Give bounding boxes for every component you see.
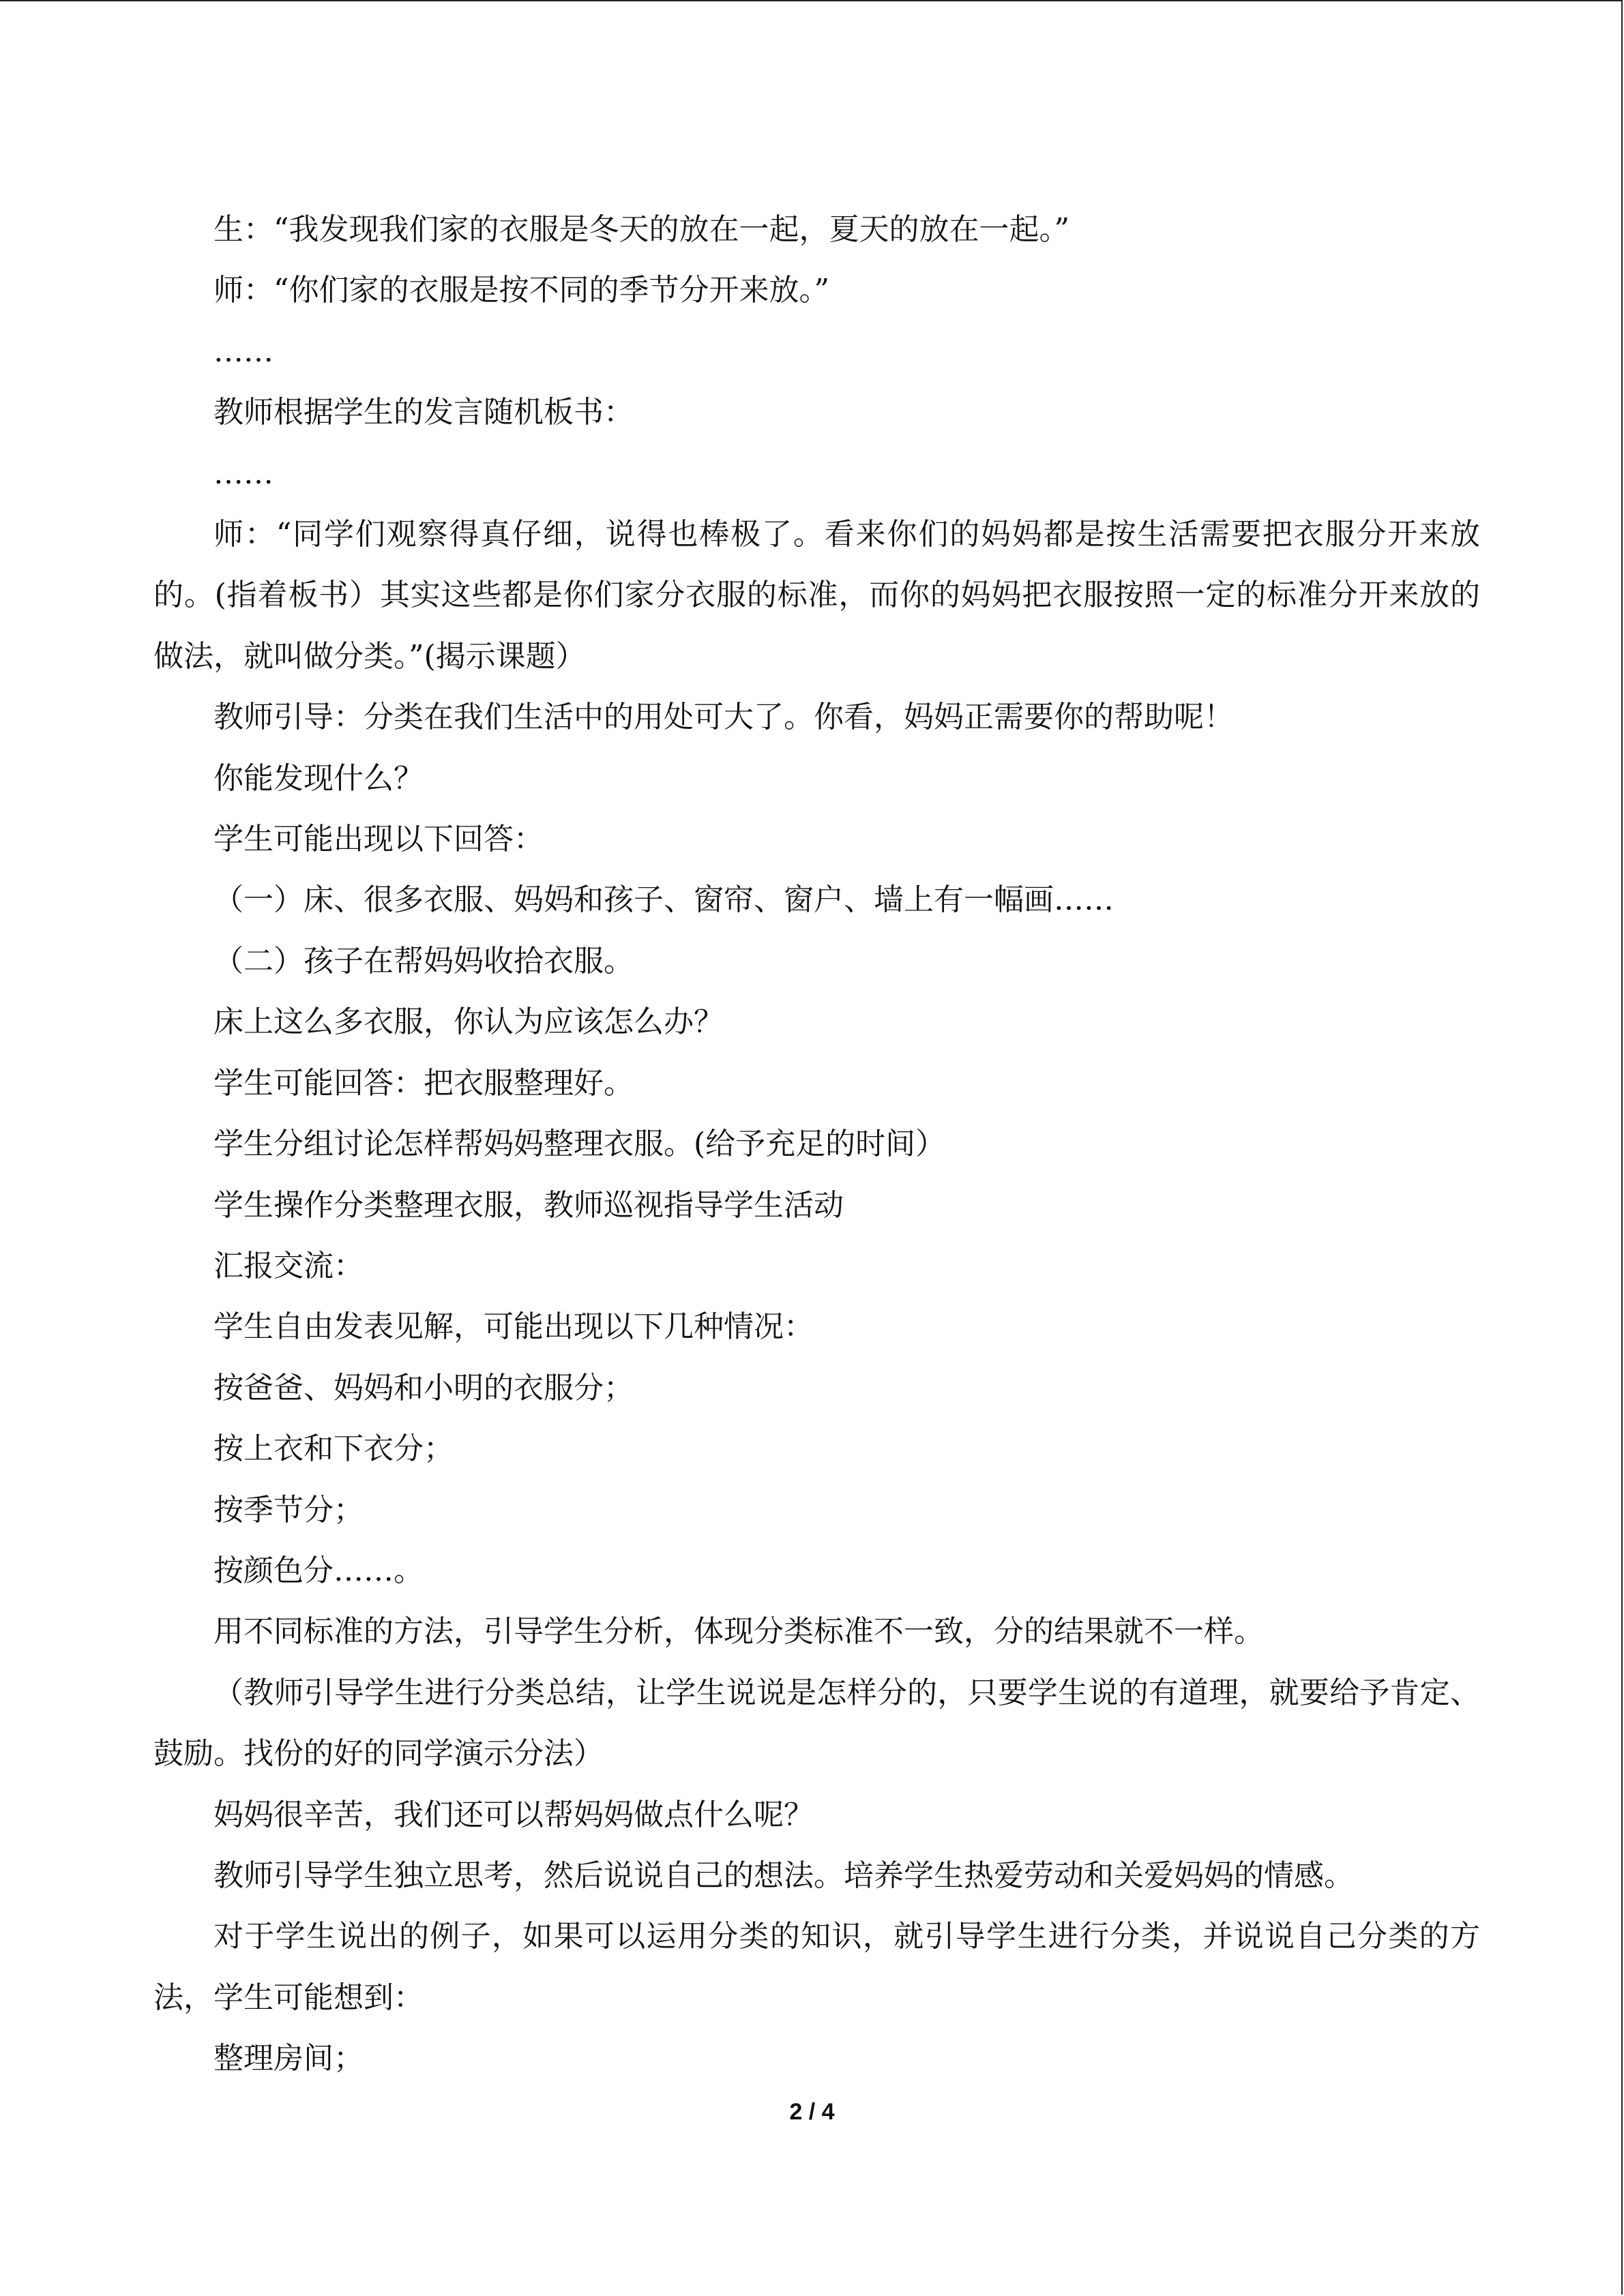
paragraph-different-standards: 用不同标准的方法，引导学生分析，体现分类标准不一致，分的结果就不一样。	[213, 1614, 1264, 1650]
paragraph-by-color: 按颜色分……。	[213, 1553, 424, 1588]
paragraph-by-top-bottom: 按上衣和下衣分；	[213, 1431, 454, 1467]
paragraph-ellipsis-2: ……	[213, 456, 274, 491]
paragraph-teacher-season: 师：“你们家的衣服是按不同的季节分开来放。”	[213, 273, 829, 308]
paragraph-teacher-classification-intro: 师：“同学们观察得真仔细，说得也棒极了。看来你们的妈妈都是按生活需要把衣服分开来放的。(指着板书）其实这些都是你们家分衣服的标准，而你的妈妈把衣服按照一定的标准分开来放的做法，就叫做分类。”(揭示课题）	[153, 517, 1480, 674]
document-body	[153, 199, 1480, 2089]
page-number: 2 / 4	[789, 2099, 835, 2125]
paragraph-answer-two: （二）孩子在帮妈妈收拾衣服。	[213, 943, 634, 979]
paragraph-question-discover: 你能发现什么？	[213, 760, 424, 796]
paragraph-student-operation: 学生操作分类整理衣服，教师巡视指导学生活动	[213, 1187, 844, 1223]
paragraph-group-discussion: 学生分组讨论怎样帮妈妈整理衣服。(给予充足的时间）	[213, 1127, 946, 1162]
paragraph-independent-thinking: 教师引导学生独立思考，然后说说自己的想法。培养学生热爱劳动和关爱妈妈的情感。	[213, 1858, 1354, 1893]
paragraph-tidy-room: 整理房间；	[213, 2041, 364, 2076]
paragraph-question-what-to-do: 床上这么多衣服，你认为应该怎么办？	[213, 1004, 724, 1040]
paragraph-teacher-summary: （教师引导学生进行分类总结，让学生说说是怎样分的，只要学生说的有道理，就要给予肯定、鼓励。找份的好的同学演示分法）	[153, 1675, 1480, 1772]
paragraph-answer-one: （一）床、很多衣服、妈妈和孩子、窗帘、窗户、墙上有一幅画……	[213, 882, 1114, 918]
paragraph-help-mom-question: 妈妈很辛苦，我们还可以帮妈妈做点什么呢？	[213, 1797, 814, 1832]
paragraph-apply-classification: 对于学生说出的例子，如果可以运用分类的知识，就引导学生进行分类，并说说自己分类的方法，学生可能想到：	[153, 1919, 1480, 2015]
paragraph-student-observation: 生：“我发现我们家的衣服是冬天的放在一起，夏天的放在一起。”	[213, 212, 1069, 247]
paragraph-student-views: 学生自由发表见解，可能出现以下几种情况：	[213, 1309, 814, 1345]
paragraph-teacher-guidance: 教师引导：分类在我们生活中的用处可大了。你看，妈妈正需要你的帮助呢！	[213, 700, 1234, 735]
paragraph-student-answer: 学生可能回答：把衣服整理好。	[213, 1065, 634, 1101]
paragraph-by-season: 按季节分；	[213, 1492, 364, 1527]
paragraph-possible-answers: 学生可能出现以下回答：	[213, 822, 544, 857]
paragraph-blackboard-note: 教师根据学生的发言随机板书：	[213, 395, 634, 430]
paragraph-report-exchange: 汇报交流：	[213, 1248, 364, 1283]
paragraph-by-family-member: 按爸爸、妈妈和小明的衣服分；	[213, 1370, 634, 1405]
paragraph-ellipsis-1: ……	[213, 333, 274, 369]
